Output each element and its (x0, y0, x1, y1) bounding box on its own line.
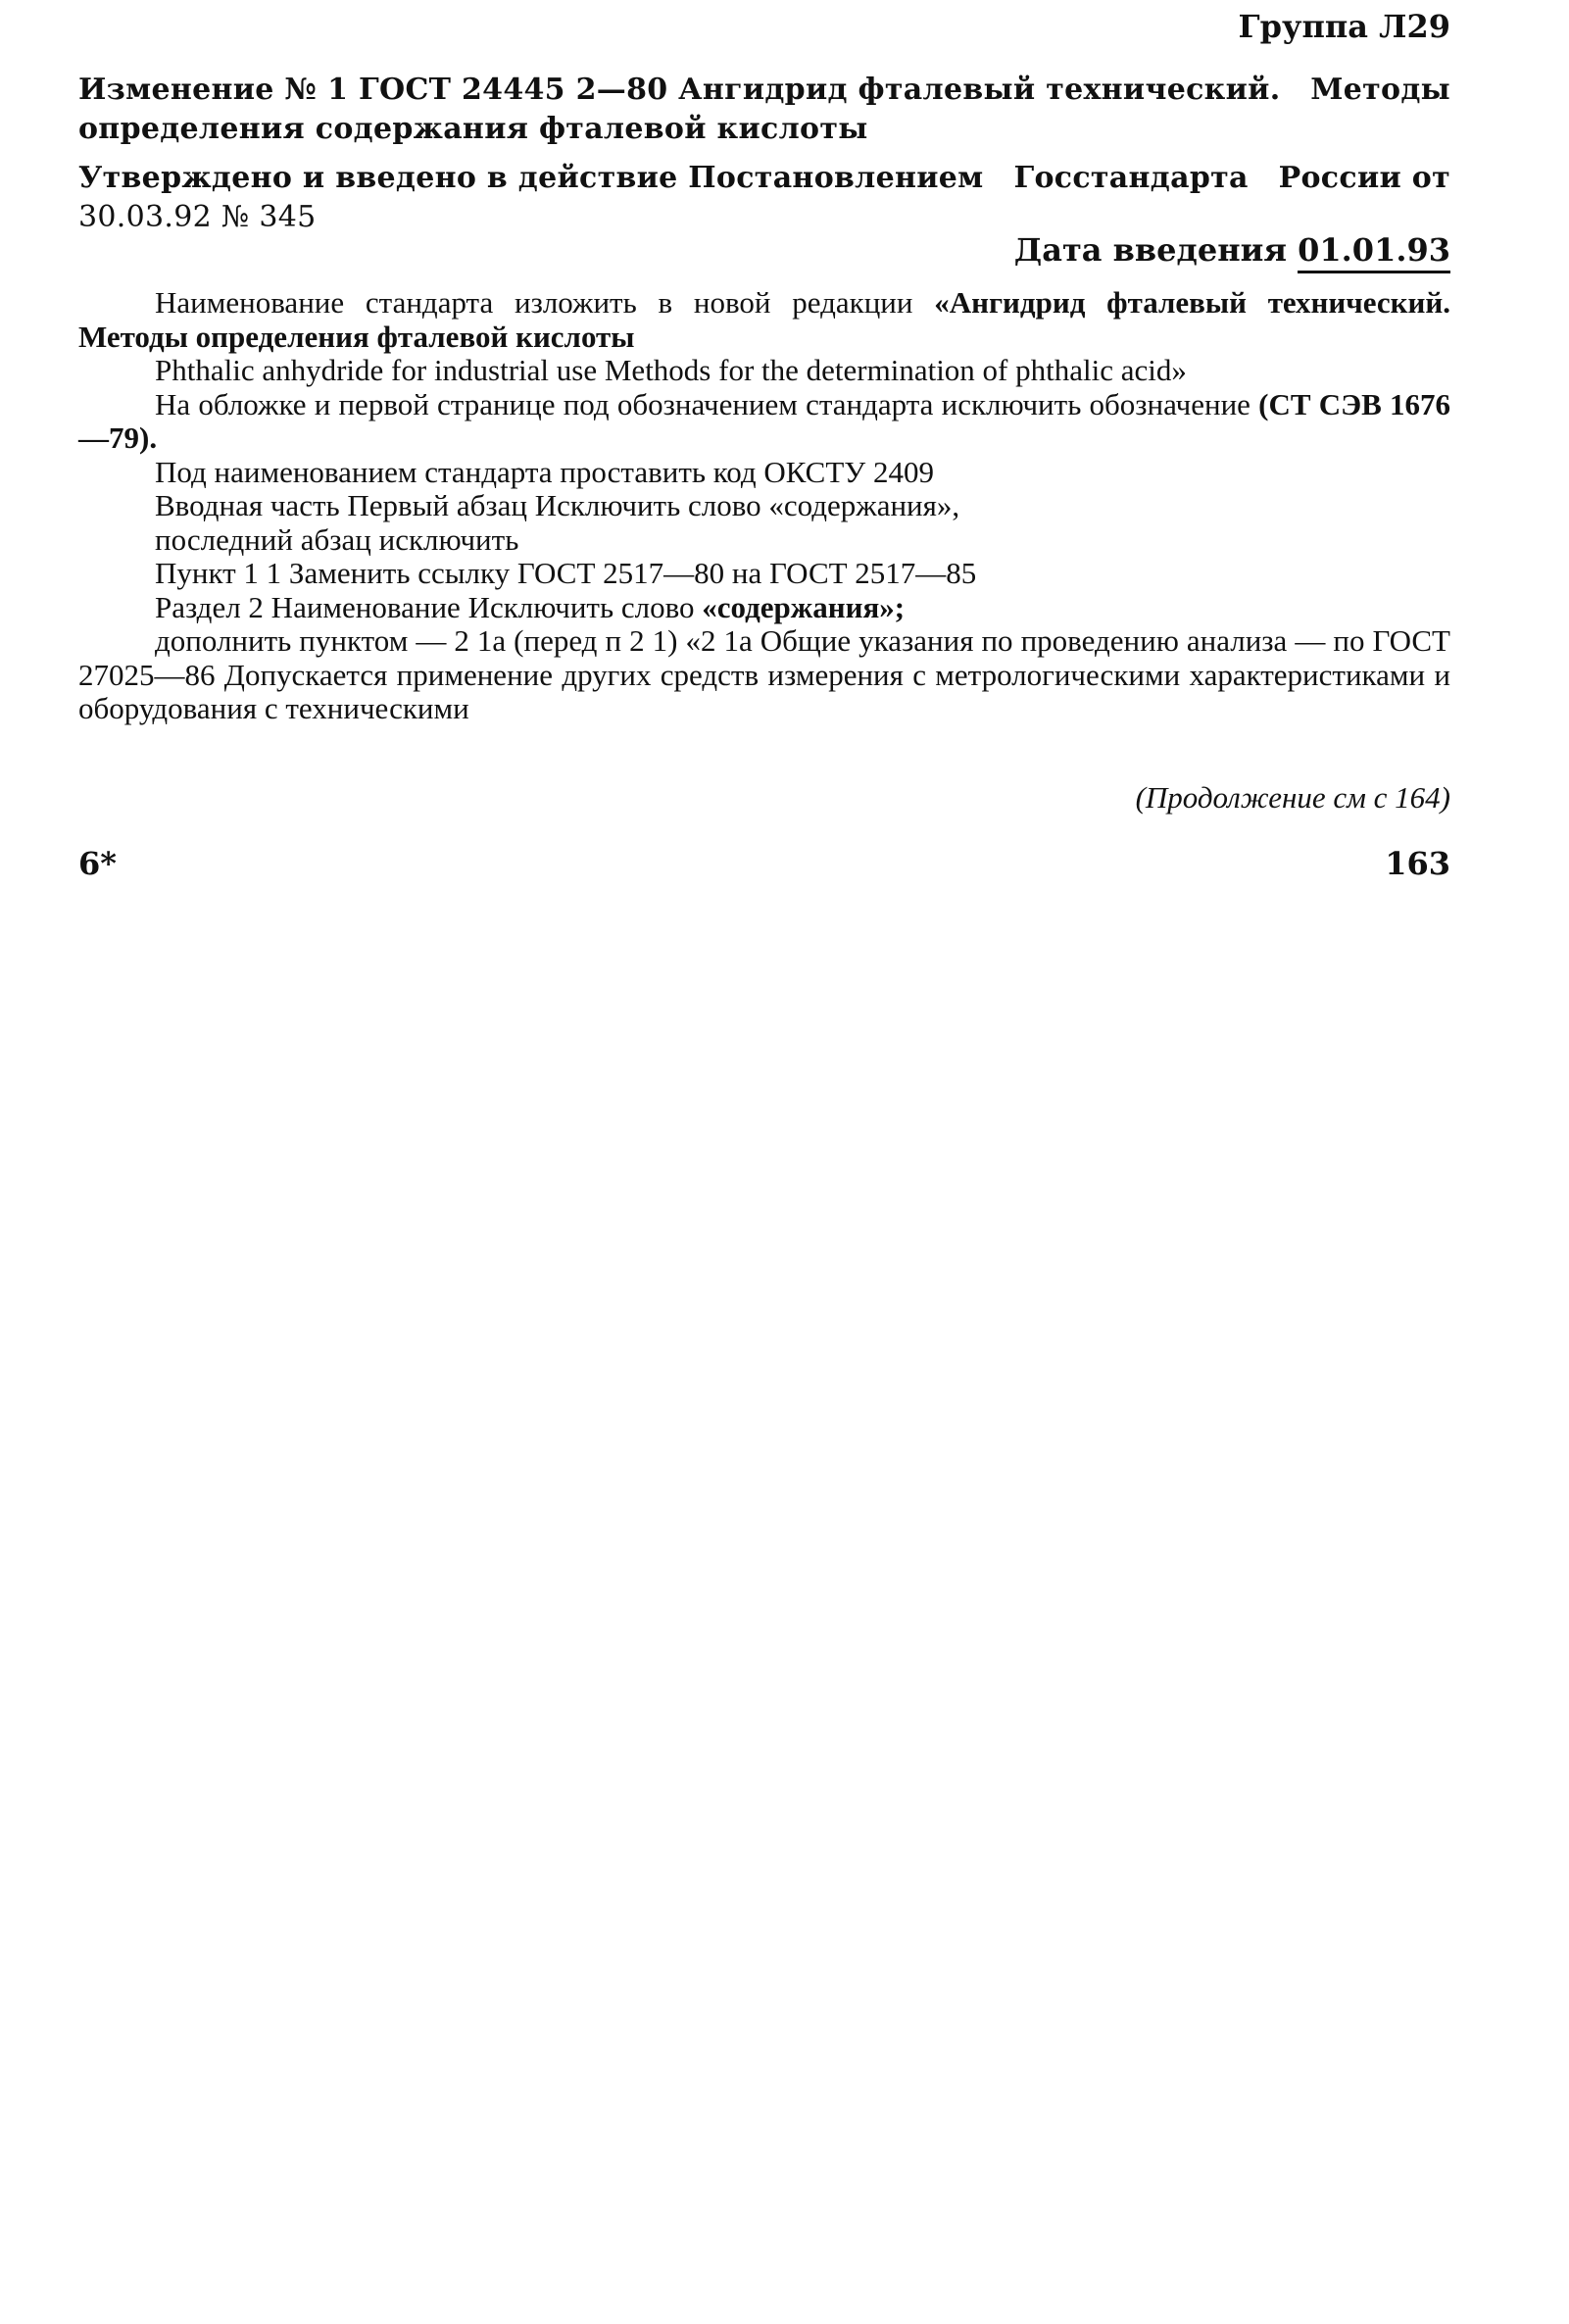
amendment-body (78, 286, 1450, 726)
paragraph-9: дополнить пунктом — 2 1а (перед п 2 1) «2 1а Общие указания по проведению анализа — по ГОСТ 27025—86 Допускается применение других средств измерения с метрологическими характеристиками и оборудования с техническими (78, 623, 1450, 725)
paragraph-1 (78, 286, 1450, 354)
paragraph-1-text: Наименование стандарта изложить в новой редакции (155, 285, 935, 320)
amendment-title-text: Изменение № 1 ГОСТ 24445 2—80 Ангидрид фталевый технический. (78, 73, 1281, 107)
paragraph-3 (78, 388, 1450, 456)
signature-mark: 6* (78, 845, 117, 882)
paragraph-5: Вводная часть Первый абзац Исключить слово «содержания», (155, 488, 960, 522)
effective-date (1014, 231, 1450, 269)
paragraph-2: Phthalic anhydride for industrial use Methods for the determination of phthalic acid» (155, 353, 1187, 387)
amendment-title-methods: Методы (1310, 73, 1450, 107)
approval-statement (78, 159, 1450, 237)
paragraph-6: последний абзац исключить (155, 521, 519, 557)
amendment-title-line1 (78, 71, 1450, 110)
paragraph-3-bold: (СТ СЭВ 1676—79). (78, 386, 1450, 455)
approval-part1: Утверждено и введено в действие Постановлением (78, 161, 984, 195)
paragraph-4: Под наименованием стандарта проставить код ОКСТУ 2409 (155, 454, 934, 489)
approval-part3: России от (1278, 161, 1450, 195)
paragraph-1-bold: «Ангидрид фталевый технический. Методы определения фталевой кислоты (78, 285, 1450, 354)
amendment-title (78, 71, 1450, 149)
paragraph-3-text: На обложке и первой странице под обозначением стандарта исключить обозначение (155, 386, 1259, 421)
amendment-title-line2: определения содержания фталевой кислоты (78, 112, 868, 146)
group-label: Группа Л29 (1238, 8, 1450, 45)
approval-line1 (78, 159, 1450, 198)
effective-date-value: 01.01.93 (1298, 231, 1450, 273)
effective-date-label: Дата введения (1013, 231, 1287, 269)
approval-part2: Госстандарта (1013, 161, 1249, 195)
continuation-note: (Продолжение см с 164) (1135, 780, 1450, 815)
paragraph-8 (78, 591, 1450, 625)
paragraph-8-bold: «содержания»; (702, 589, 906, 624)
paragraph-8-text: Раздел 2 Наименование Исключить слово (155, 589, 703, 624)
approval-decree-number: 30.03.92 № 345 (78, 200, 317, 234)
page-number: 163 (1385, 845, 1450, 882)
paragraph-7: Пункт 1 1 Заменить ссылку ГОСТ 2517—80 на ГОСТ 2517—85 (155, 556, 977, 590)
